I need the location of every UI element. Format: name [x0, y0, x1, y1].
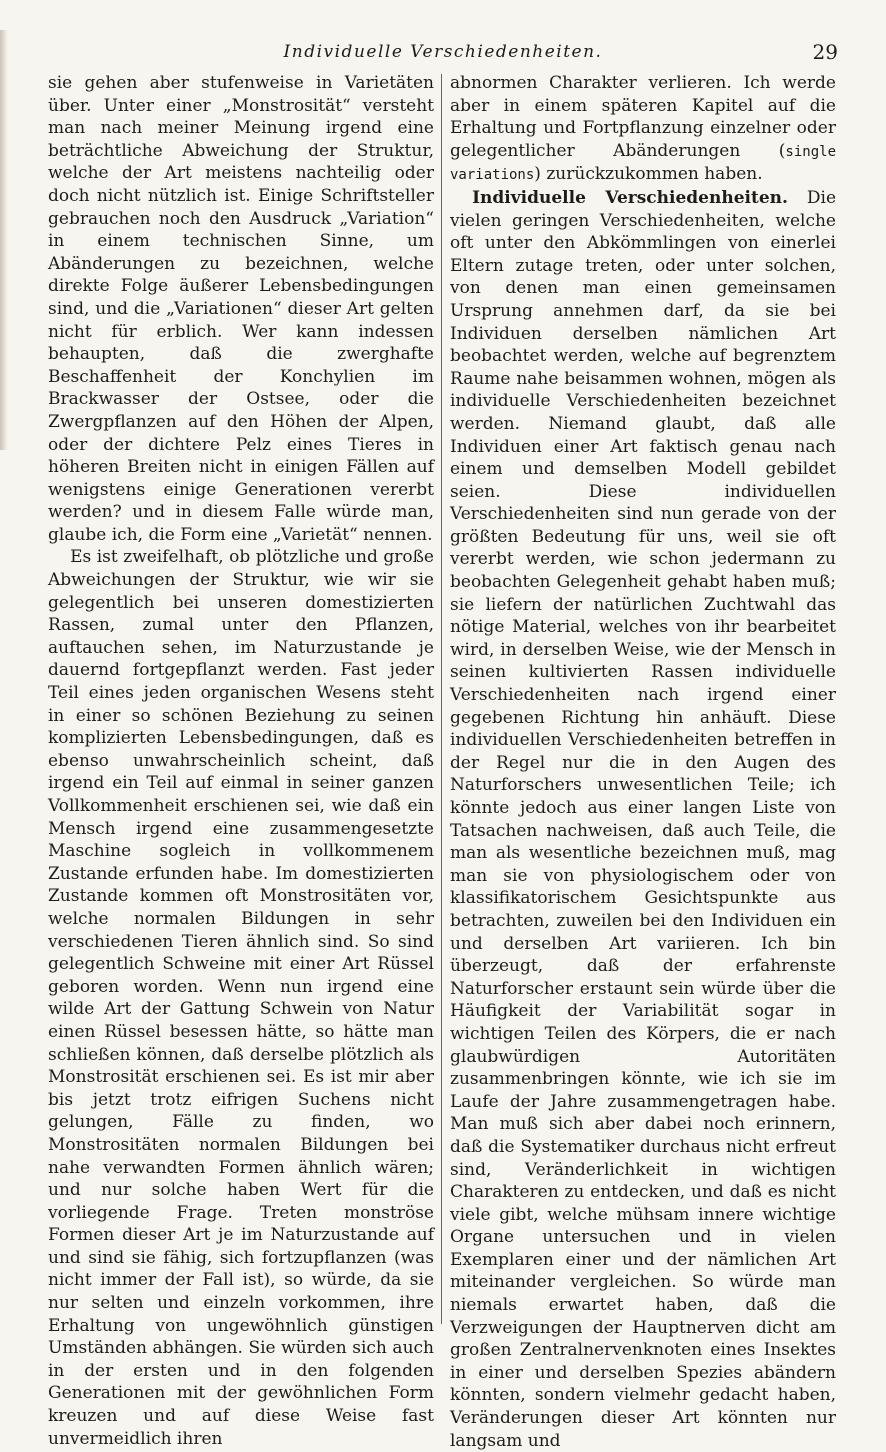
section-heading: Individuelle Verschiedenheiten.: [472, 187, 788, 208]
left-paragraph-2: Es ist zweifelhaft, ob plötzliche und große Abweichungen der Struktur, wie wir sie gelegentlich bei unseren domestizierten Rassen, zumal unter den Pflanzen, auftauchen sehen, im Naturzustande je dauernd fortgepflanzt werden. Fast jeder Teil eines jeden organischen Wesens steht in einer so schönen Beziehung zu seinen komplizierten Lebensbedingungen, daß es ebenso unwahrscheinlich scheint, daß irgend ein Teil auf einmal in seiner ganzen Vollkommenheit erschienen sei, wie daß ein Mensch irgend eine zusammengesetzte Maschine sogleich in vollkommenem Zustande erfunden habe. Im domestizierten Zustande kommen oft Monstrositäten vor, welche normalen Bildungen in sehr verschiedenen Tieren ähnlich sind. So sind gelegentlich Schweine mit einer Art Rüssel geboren worden. Wenn nun irgend eine wilde Art der Gattung Schwein von Natur einen Rüssel besessen hätte, so hätte man schließen können, daß derselbe plötzlich als Monstrosität erschienen sei. Es ist mir aber bis jetzt trotz eifrigen Suchens nicht gelungen, Fälle zu finden, wo Monstrositäten normalen Bildungen bei nahe verwandten Formen ähnlich wären; und nur solche haben Wert für die vorliegende Frage. Treten monströse Formen dieser Art je im Naturzustande auf und sind sie fähig, sich fortzupflanzen (was nicht immer der Fall ist), so würde, da sie nur selten und einzeln vorkommen, ihre Erhaltung von ungewöhnlich günstigen Umständen abhängen. Sie würden sich auch in der ersten und in den folgenden Generationen mit der gewöhnlichen Form kreuzen und auf diese Weise fast unvermeidlich ihren: [48, 547, 434, 1449]
right-paragraph-2: [450, 187, 836, 1452]
right-paragraph-1-text-a: abnormen Charakter verlieren. Ich werde aber in einem späteren Kapitel auf die Erhaltung und Fortpflanzung einzelner oder gelegentlicher Abänderungen (: [450, 73, 836, 161]
right-paragraph-2-text: Die vielen geringen Verschiedenheiten, welche oft unter den Abkömmlingen von einerlei Eltern zutage treten, oder unter solchen, von denen man einen gemeinsamen Ursprung annehmen darf, da sie bei Individuen derselben nämlichen Art beobachtet werden, welche auf begrenztem Raume nahe beisammen wohnen, mögen als individuelle Verschiedenheiten bezeichnet werden. Niemand glaubt, daß alle Individuen einer Art faktisch genau nach einem und demselben Modell gebildet seien. Diese individuellen Verschiedenheiten sind nun gerade von der größten Bedeutung für uns, weil sie oft vererbt werden, wie schon jedermann zu beobachten Gelegenheit gehabt haben muß; sie liefern der natürlichen Zuchtwahl das nötige Material, welches von ihr bearbeitet wird, in derselben Weise, wie der Mensch in seinen kultivierten Rassen individuelle Verschiedenheiten nach irgend einer gegebenen Richtung hin anhäuft. Diese individuellen Verschiedenheiten betreffen in der Regel nur die in den Augen des Naturforschers unwesentlichen Teile; ich könnte jedoch aus einer langen Liste von Tatsachen nachweisen, daß auch Teile, die man als wesentliche bezeichnen muß, mag man sie von physiologischem oder von klassifikatorischem Gesichtspunkte aus betrachten, zuweilen bei den Individuen ein und derselben Art variieren. Ich bin überzeugt, daß der erfahrenste Naturforscher erstaunt sein würde über die Häufigkeit der Variabilität sogar in wichtigen Teilen des Körpers, die er nach glaubwürdigen Autoritäten zusammenbringen könnte, wie ich sie im Laufe der Jahre zusammengetragen habe. Man muß sich aber dabei noch erinnern, daß die Systematiker durchaus nicht erfreut sind, Veränderlichkeit in wichtigen Charakteren zu entdecken, und daß es nicht viele gibt, welche mühsam innere wichtige Organe untersuchen und in vielen Exemplaren einer und der nämlichen Art miteinander vergleichen. So würde man niemals erwartet haben, daß die Verzweigungen der Hauptnerven dicht am großen Zentralnervenknoten eines Insektes in einer und derselben Spezies abändern könnten, sondern vielmehr gedacht haben, Veränderungen dieser Art könnten nur langsam und: [450, 187, 837, 1451]
column-divider: [441, 74, 442, 1324]
running-title: Individuelle Verschiedenheiten.: [283, 42, 603, 62]
right-paragraph-1: [450, 72, 836, 187]
left-column: [48, 72, 434, 1449]
left-paragraph-1: sie gehen aber stufenweise in Varietäten über. Unter einer „Monstrosität“ versteht man nach meiner Meinung irgend eine beträchtliche Abweichung der Struktur, welche der Art meistens nachteilig oder doch nicht nützlich ist. Einige Schriftsteller gebrauchen noch den Ausdruck „Variation“ in einem technischen Sinne, um Abänderungen zu bezeichnen, welche direkte Folge äußerer Lebensbedingungen sind, und die „Variationen“ dieser Art gelten nicht für erblich. Wer kann indessen behaupten, daß die zwerghafte Beschaffenheit der Konchylien im Brackwasser der Ostsee, oder die Zwergpflanzen auf den Höhen der Alpen, oder der dichtere Pelz eines Tieres in höheren Breiten nicht in einigen Fällen auf wenigstens einige Generationen vererbt werden? und in diesem Falle würde man, glaube ich, die Form eine „Varietät“ nennen.: [48, 73, 434, 545]
page-edge-shadow: [0, 30, 8, 450]
right-paragraph-1-text-b: ) zurückzukommen haben.: [534, 164, 763, 185]
page-header: [48, 38, 838, 70]
right-column: [450, 72, 837, 1451]
page-number: 29: [812, 40, 838, 64]
english-term: single variations: [450, 143, 836, 184]
